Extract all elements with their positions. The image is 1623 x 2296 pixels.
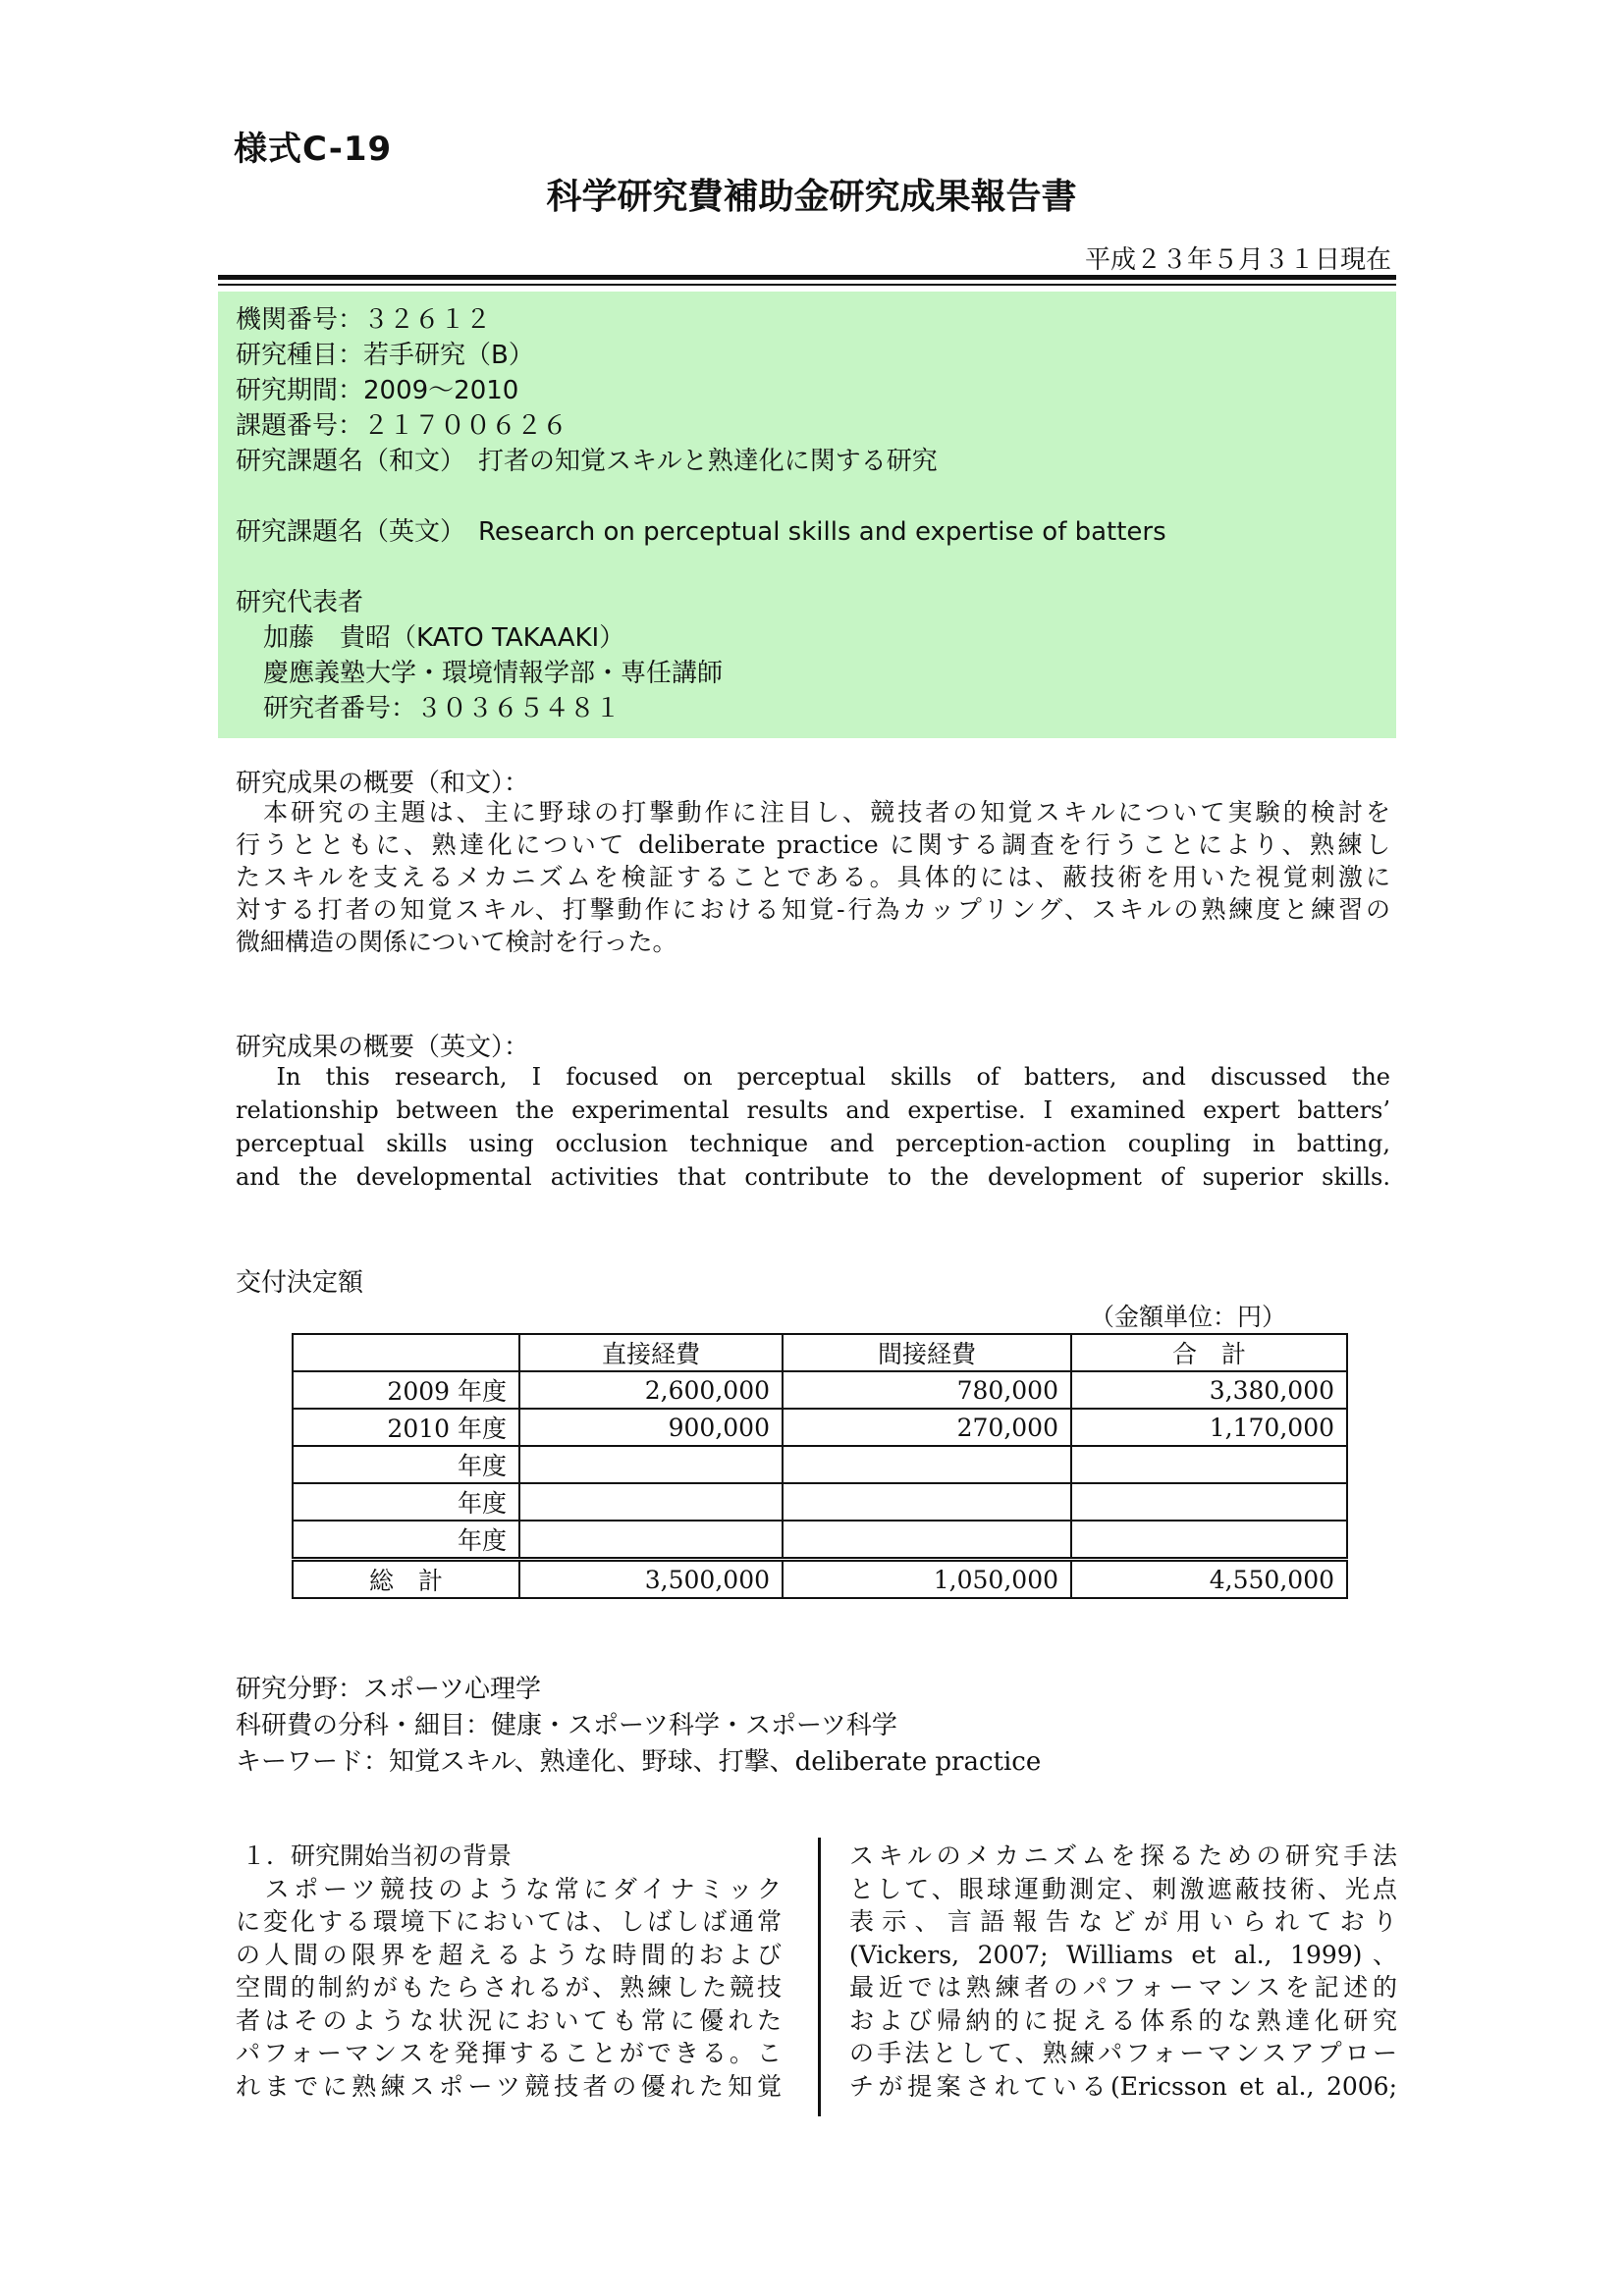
year-cell: 年度 [293,1483,519,1521]
background-line: および帰納的に捉える体系的な熟達化研究 [849,2005,1397,2035]
summary-en-heading: 研究成果の概要（英文）： [236,1033,530,1062]
year-cell: 年度 [293,1446,519,1483]
column-divider [818,1838,821,2116]
table-header-cell: 間接経費 [783,1334,1071,1371]
project-title-en: 研究課題名（英文） Research on perceptual skills and expertise of batters [236,517,1166,547]
direct-cost-cell: 2,600,000 [519,1371,783,1409]
background-heading: １．研究開始当初の背景 [242,1842,513,1870]
indirect-cost-total: 1,050,000 [783,1560,1071,1599]
table-header-cell: 合 計 [1071,1334,1347,1371]
summary-ja-line: たスキルを支えるメカニズムを検証することである。具体的には、蔽技術を用いた視覚刺激に [236,863,1390,891]
direct-cost-cell [519,1483,783,1521]
background-line: 空間的制約がもたらされるが、熟練した競技 [236,1973,782,2002]
budget-heading: 交付決定額 [236,1268,364,1298]
indirect-cost-cell: 270,000 [783,1409,1071,1446]
background-line: 者はそのような状況においても常に優れた [236,2005,782,2035]
research-period: 研究期間：2009～2010 [236,376,519,405]
table-row [293,1371,1347,1409]
summary-en-line: and the developmental activities that contribute to the development of superior skills. [236,1163,1390,1191]
background-line: に変化する環境下においては、しばしば通常 [236,1907,782,1936]
background-left-column [236,1840,782,2103]
keywords: キーワード：知覚スキル、熟達化、野球、打撃、deliberate practice [236,1747,1042,1777]
background-line: 最近では熟練者のパフォーマンスを記述的 [849,1973,1397,2002]
background-line: スキルのメカニズムを探るための研究手法 [849,1842,1397,1870]
total-cost-cell [1071,1483,1347,1521]
year-cell: 2010 年度 [293,1409,519,1446]
project-number: 課題番号：２１７００６２６ [236,411,568,441]
indirect-cost-cell [783,1483,1071,1521]
researcher-number: 研究者番号：３０３６５４８１ [263,694,622,723]
background-line: の手法として、熟練パフォーマンスアプロー [849,2039,1397,2067]
budget-table [292,1333,1348,1599]
representative-name: 加藤 貴昭（KATO TAKAAKI） [263,623,625,653]
direct-cost-cell [519,1446,783,1483]
background-line: 表示、言語報告などが用いられており [849,1907,1397,1936]
background-line: の人間の限界を超えるような時間的および [236,1940,782,1969]
as-of-date: 平成２３年５月３１日現在 [1084,245,1391,275]
summary-en-line: perceptual skills using occlusion technique and perception-action coupling in batting, [236,1130,1390,1157]
summary-ja-line: 微細構造の関係について検討を行った。 [236,928,677,956]
header-rule-thin [218,284,1396,286]
background-line: パフォーマンスを発揮することができる。こ [236,2039,782,2067]
budget-unit: （金額単位：円） [1090,1303,1287,1331]
table-total-row [293,1560,1347,1599]
summary-ja-heading: 研究成果の概要（和文）： [236,769,530,798]
research-category: 研究種目：若手研究（B） [236,341,534,370]
direct-cost-cell [519,1521,783,1560]
summary-en-line: In this research, I focused on perceptual skills of batters, and discussed the [236,1063,1390,1091]
indirect-cost-cell [783,1446,1071,1483]
summary-ja-body [236,796,1390,958]
summary-ja-line: 本研究の主題は、主に野球の打撃動作に注目し、競技者の知覚スキルについて実験的検討を [236,798,1390,827]
indirect-cost-cell [783,1521,1071,1560]
total-cost-cell [1071,1521,1347,1560]
background-line: れまでに熟練スポーツ競技者の優れた知覚 [236,2071,782,2101]
table-row [293,1409,1347,1446]
background-line: として、眼球運動測定、刺激遮蔽技術、光点 [849,1874,1397,1903]
institution-number: 機関番号：３２６１２ [236,305,492,335]
research-division: 科研費の分科・細目：健康・スポーツ科学・スポーツ科学 [236,1711,897,1740]
total-cost-cell: 1,170,000 [1071,1409,1347,1446]
total-cost-cell [1071,1446,1347,1483]
table-header-row [293,1334,1347,1371]
background-line: チが提案されている(Ericsson et al., 2006; [849,2071,1397,2101]
indirect-cost-cell: 780,000 [783,1371,1071,1409]
representative-label: 研究代表者 [236,588,364,617]
year-cell: 年度 [293,1521,519,1560]
summary-en-line: relationship between the experimental results and expertise. I examined expert batters’ [236,1096,1390,1124]
form-label: 様式C-19 [234,130,393,169]
document-title: 科学研究費補助金研究成果報告書 [546,176,1077,217]
background-right-column [849,1840,1397,2103]
representative-affiliation: 慶應義塾大学・環境情報学部・専任講師 [263,659,724,688]
summary-ja-line: 対する打者の知覚スキル、打撃動作における知覚-行為カップリング、スキルの熟練度と練習の [236,895,1390,924]
background-line: (Vickers, 2007; Williams et al., 1999)、 [849,1940,1397,1969]
table-row [293,1483,1347,1521]
background-line: スポーツ競技のような常にダイナミック [236,1874,782,1903]
summary-ja-line: 行うとともに、熟達化について deliberate practice に関する調査を行うことにより、熟練し [236,830,1390,859]
header-rule-thick [218,275,1396,280]
grand-total: 4,550,000 [1071,1560,1347,1599]
table-header-cell: 直接経費 [519,1334,783,1371]
total-cost-cell: 3,380,000 [1071,1371,1347,1409]
table-row [293,1446,1347,1483]
direct-cost-total: 3,500,000 [519,1560,783,1599]
year-cell: 2009 年度 [293,1371,519,1409]
total-label-cell: 総 計 [293,1560,519,1599]
direct-cost-cell: 900,000 [519,1409,783,1446]
table-header-cell [293,1334,519,1371]
table-row [293,1521,1347,1560]
summary-en-body [236,1060,1390,1194]
project-title-ja: 研究課題名（和文） 打者の知覚スキルと熟達化に関する研究 [236,447,938,476]
research-field: 研究分野：スポーツ心理学 [236,1675,541,1704]
